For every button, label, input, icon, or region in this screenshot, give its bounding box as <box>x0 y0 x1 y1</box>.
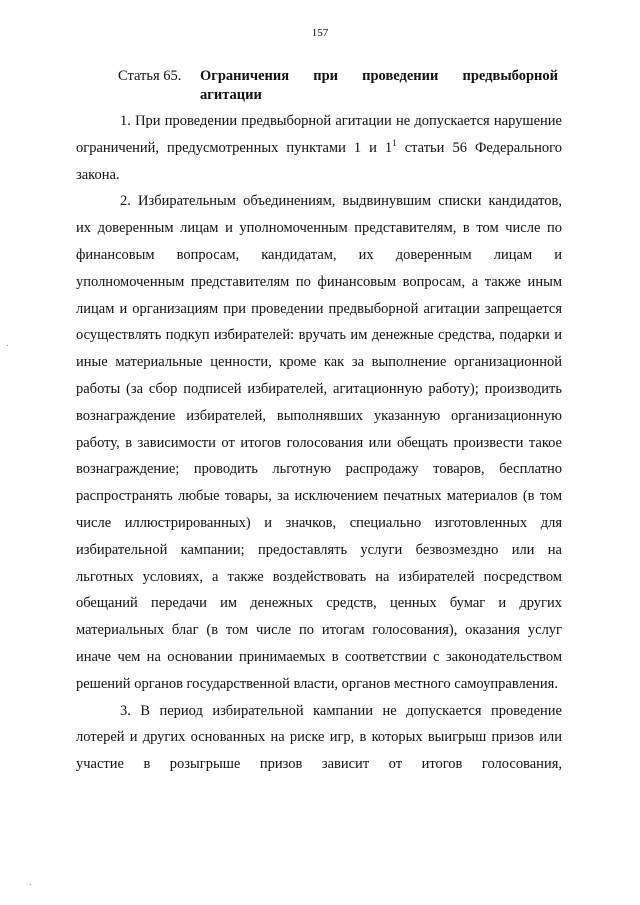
article-title: Ограничения при проведении предвыборной агитации <box>200 68 558 103</box>
paragraph-2: 2. Избирательным объединениям, выдвинувшим списки кандидатов, их доверенным лицам и уполномоченным представителям, в том числе по финансовым вопросам, кандидатам, их доверенным лицам и уполномоченным представителям по финансовым вопросам, а также иным лицам и организациям при проведении предвыборной агитации запрещается осуществлять подкуп избирателей: вручать им денежные средства, подарки и иные материальные ценности, кроме как за выполнение организационной работы (за сбор подписей избирателей, агитационную работу); производить вознаграждение избирателей, выполнявших указанную организационную работу, в зависимости от итогов голосования или обещать произвести такое вознаграждение; проводить льготную распродажу товаров, бесплатно распространять любые товары, за исключением печатных материалов (в том числе иллюстрированных) и значков, специально изготовленных для избирательной кампании; предоставлять услуги безвозмездно или на льготных условиях, а также воздействовать на избирателей посредством обещаний передачи им денежных средств, ценных бумаг и других материальных благ (в том числе по итогам голосования), оказания услуг иначе чем на основании принимаемых в соответствии с законодательством решений органов государственной власти, органов местного самоуправления. <box>76 193 562 692</box>
paragraph-3: 3. В период избирательной кампании не допускается проведение лотерей и других основанных на риске игр, в которых выигрыш призов или участие в розыгрыше призов зависит от итогов голосования, <box>76 702 562 773</box>
paragraph-1 <box>76 108 562 188</box>
scan-dot-mark <box>30 884 31 885</box>
article-number: Статья 65. <box>118 68 182 84</box>
article-body <box>76 108 562 778</box>
scan-dot-mark <box>7 345 8 346</box>
page-number: 157 <box>311 27 329 39</box>
superscript-mark: 1 <box>392 137 397 148</box>
paragraph-1-text: 1. При проведении предвыборной агитации не допускается нарушение ограничений, предусмотренных пунктами 1 и 1 <box>76 113 562 156</box>
paragraph-1-text-end: статьи 56 Федерального закона. <box>76 139 562 183</box>
